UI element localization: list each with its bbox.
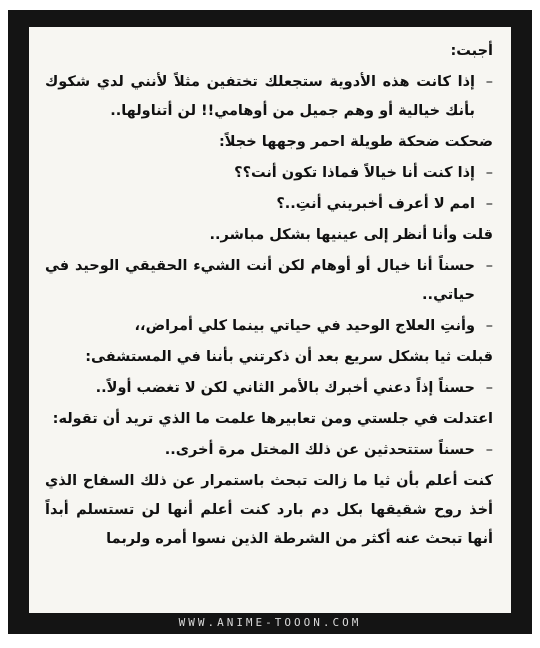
- dialogue-line: – إذا كانت هذه الأدوية ستجعلك تختفين مثلاً لأنني لدي شكوك بأنك خيالية أو وهم جميل من أوهامي!! لن أتناولها..: [45, 68, 493, 126]
- narration-line: ضحكت ضحكة طويلة احمر وجهها خجلاً:: [219, 134, 493, 150]
- dialogue-line: – وأنتِ العلاج الوحيد في حياتي بينما كلي أمراض،،: [45, 312, 493, 341]
- book-page: [29, 27, 511, 613]
- dialogue-line: – حسناً إذاً دعني أخبرك بالأمر الثاني لكن لا تغضب أولاً..: [45, 374, 493, 403]
- dialogue-line: – حسناً أنا خيال أو أوهام لكن أنت الشيء الحقيقي الوحيد في حياتي..: [45, 252, 493, 310]
- dialogue-line: – إذا كنت أنا خيالاً فماذا تكون أنت؟؟: [45, 159, 493, 188]
- site-watermark: WWW.ANIME-TOOON.COM: [178, 616, 362, 629]
- narration-line: اعتدلت في جلستي ومن تعابيرها علمت ما الذي تريد أن تقوله:: [52, 411, 493, 427]
- page-text: [45, 37, 493, 556]
- dialogue-line: – حسناً ستتحدثين عن ذلك المختل مرة أخرى..: [45, 436, 493, 465]
- narration-line: قلت وأنا أنظر إلى عينيها بشكل مباشر..: [209, 227, 493, 243]
- narration-line: قبلت ثيا بشكل سريع بعد أن ذكرتني بأننا في المستشفى:: [85, 349, 493, 365]
- dialogue-line: – امم لا أعرف أخبريني أنتِ..؟: [45, 190, 493, 219]
- narration-line: أجبت:: [450, 43, 493, 59]
- narration-line: كنت أعلم بأن ثيا ما زالت تبحث باستمرار عن ذلك السفاح الذي أخذ روح شقيقها بكل دم بارد كنت أعلم أنها لن تستسلم أبداً أنها تبحث عنه أكثر من الشرطة الذين نسوا أمره ولربما: [45, 473, 493, 547]
